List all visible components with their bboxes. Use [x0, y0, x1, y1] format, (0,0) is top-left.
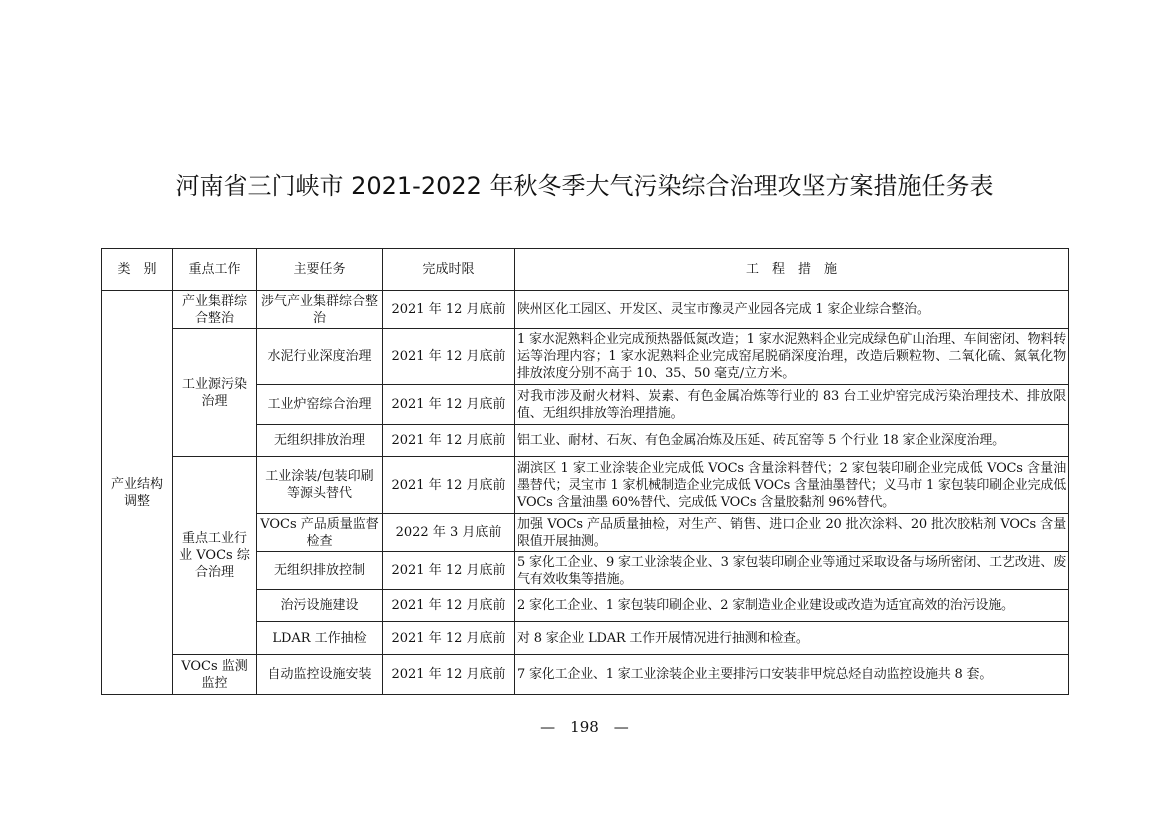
- task-table: [101, 248, 1069, 695]
- deadline-cell: 2021 年 12 月底前: [383, 457, 515, 514]
- deadline-cell: 2021 年 12 月底前: [383, 291, 515, 329]
- deadline-cell: 2021 年 12 月底前: [383, 425, 515, 457]
- task-cell: 无组织排放控制: [257, 552, 383, 590]
- table-row: [102, 329, 1069, 385]
- measure-cell: 铝工业、耐材、石灰、有色金属冶炼及压延、砖瓦窑等 5 个行业 18 家企业深度治理。: [515, 425, 1069, 457]
- task-cell: VOCs 产品质量监督检查: [257, 514, 383, 552]
- focus-cell: 产业集群综合整治: [173, 291, 257, 329]
- measure-cell: 2 家化工企业、1 家包装印刷企业、2 家制造业企业建设或改造为适宜高效的治污设施。: [515, 590, 1069, 622]
- table-header-row: [102, 249, 1069, 291]
- table-row: [102, 655, 1069, 695]
- measure-cell: 5 家化工企业、9 家工业涂装企业、3 家包装印刷企业等通过采取设备与场所密闭、工艺改进、废气有效收集等措施。: [515, 552, 1069, 590]
- task-cell: 水泥行业深度治理: [257, 329, 383, 385]
- task-cell: 涉气产业集群综合整治: [257, 291, 383, 329]
- deadline-cell: 2021 年 12 月底前: [383, 655, 515, 695]
- deadline-cell: 2021 年 12 月底前: [383, 622, 515, 655]
- page-title: 河南省三门峡市 2021-2022 年秋冬季大气污染综合治理攻坚方案措施任务表: [175, 172, 994, 200]
- measure-cell: 陕州区化工园区、开发区、灵宝市豫灵产业园各完成 1 家企业综合整治。: [515, 291, 1069, 329]
- task-cell: 治污设施建设: [257, 590, 383, 622]
- deadline-cell: 2021 年 12 月底前: [383, 329, 515, 385]
- focus-cell: VOCs 监测监控: [173, 655, 257, 695]
- task-cell: 自动监控设施安装: [257, 655, 383, 695]
- focus-cell: 工业源污染治理: [173, 329, 257, 457]
- measure-cell: 对 8 家企业 LDAR 工作开展情况进行抽测和检查。: [515, 622, 1069, 655]
- deadline-cell: 2021 年 12 月底前: [383, 385, 515, 425]
- measure-cell: 湖滨区 1 家工业涂装企业完成低 VOCs 含量涂料替代；2 家包装印刷企业完成低 VOCs 含量油墨替代；灵宝市 1 家机械制造企业完成低 VOCs 含量油墨替代；义马市 1 家包装印刷企业完成低 VOCs 含量油墨 60%替代、完成低 VOCs 含量胶黏剂 96%替代。: [515, 457, 1069, 514]
- task-cell: LDAR 工作抽检: [257, 622, 383, 655]
- measure-cell: 对我市涉及耐火材料、炭素、有色金属冶炼等行业的 83 台工业炉窑完成污染治理技术、排放限值、无组织排放等治理措施。: [515, 385, 1069, 425]
- deadline-cell: 2021 年 12 月底前: [383, 552, 515, 590]
- measure-cell: 1 家水泥熟料企业完成预热器低氮改造；1 家水泥熟料企业完成绿色矿山治理、车间密闭、物料转运等治理内容；1 家水泥熟料企业完成窑尾脱硝深度治理，改造后颗粒物、二氧化硫、氮氧化物排放浓度分别不高于 10、35、50 毫克/立方米。: [515, 329, 1069, 385]
- measure-cell: 加强 VOCs 产品质量抽检，对生产、销售、进口企业 20 批次涂料、20 批次胶粘剂 VOCs 含量限值开展抽测。: [515, 514, 1069, 552]
- category-cell: 产业结构调整: [102, 291, 173, 695]
- table-row: [102, 291, 1069, 329]
- table-row: [102, 457, 1069, 514]
- task-cell: 无组织排放治理: [257, 425, 383, 457]
- header-measures: 工 程 措 施: [515, 249, 1069, 291]
- deadline-cell: 2022 年 3 月底前: [383, 514, 515, 552]
- deadline-cell: 2021 年 12 月底前: [383, 590, 515, 622]
- header-task: 主要任务: [257, 249, 383, 291]
- header-category: 类 别: [102, 249, 173, 291]
- header-focus: 重点工作: [173, 249, 257, 291]
- header-deadline: 完成时限: [383, 249, 515, 291]
- page-number: — 198 —: [540, 718, 629, 736]
- task-cell: 工业炉窑综合治理: [257, 385, 383, 425]
- task-cell: 工业涂装/包装印刷等源头替代: [257, 457, 383, 514]
- measure-cell: 7 家化工企业、1 家工业涂装企业主要排污口安装非甲烷总烃自动监控设施共 8 套。: [515, 655, 1069, 695]
- focus-cell: 重点工业行业 VOCs 综合治理: [173, 457, 257, 655]
